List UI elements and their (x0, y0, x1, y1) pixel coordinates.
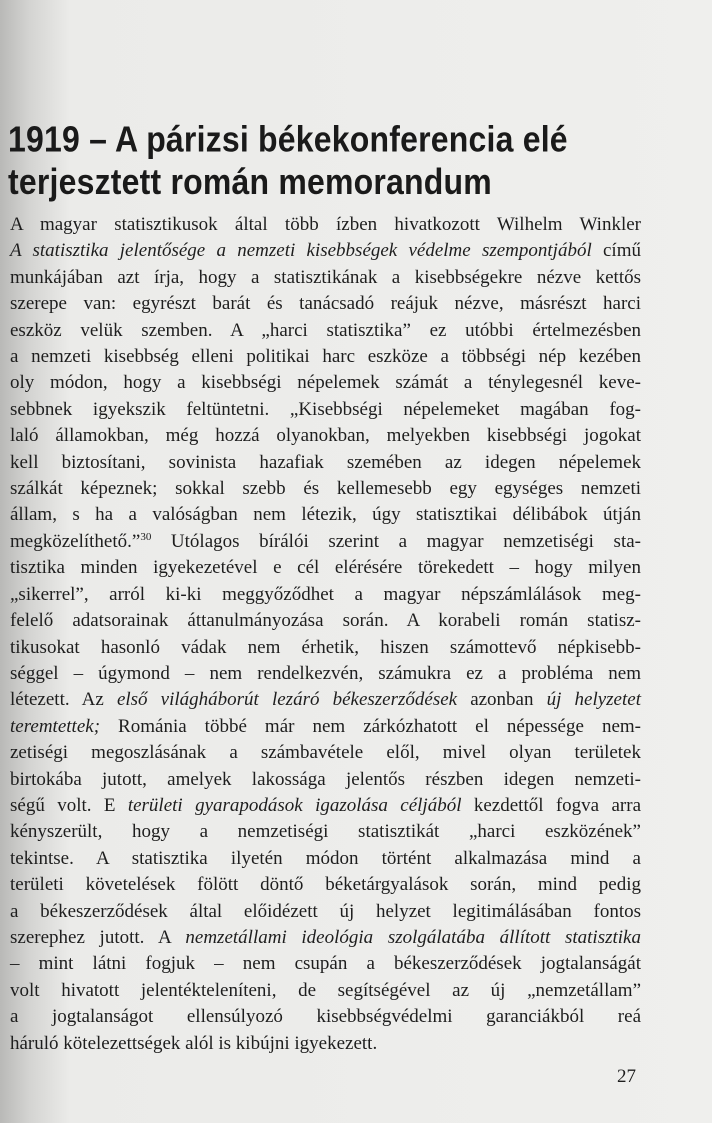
text-line (10, 238, 641, 264)
italic-emphasis: nemzetállami ideológia szolgálatába állított statisztika (185, 926, 641, 948)
footnote-reference: 30 (140, 530, 152, 543)
text-line: munkájában azt írja, hogy a statisztikának a kisebbségekre nézve kettős (10, 266, 641, 288)
text-line (10, 793, 641, 819)
text-line: tisztika minden igyekezetével e cél elérésére törekedett – hogy milyen (10, 557, 641, 579)
text-line: séggel – úgymond – nem rendelkezvén, számukra ez a probléma nem (10, 662, 641, 684)
chapter-title (8, 118, 698, 203)
text-line (10, 687, 641, 713)
text-line: „sikerrel”, arról ki-ki meggyőződhet a magyar népszámlálások meg- (10, 583, 641, 605)
text-line: tekintse. A statisztika ilyetén módon történt alkalmazása mind a (10, 847, 641, 869)
text-line (10, 714, 641, 740)
text-line (10, 925, 641, 951)
text-line: A magyar statisztikusok által több ízben hivatkozott Wilhelm Winkler (10, 214, 641, 235)
text-line: felelő adatsorainak áttanulmányozása során. A korabeli román statisz- (10, 610, 641, 632)
page-number: 27 (617, 1066, 636, 1087)
text-line: volt hivatott jelentékteleníteni, de segítségével az új „nemzetállam” (10, 979, 641, 1001)
text-line: eszköz velük szemben. A „harci statisztika” ez utóbbi értelmezésben (10, 319, 641, 341)
text-fragment: Románia többé már nem zárkózhatott el népessége nem- (100, 715, 641, 737)
text-fragment: ségű volt. E (10, 794, 128, 816)
chapter-title-line: 1919 – A párizsi békekonferencia elé (8, 119, 568, 160)
text-line: tikusokat hasonló vádak nem érhetik, hiszen számottevő népkisebb- (10, 636, 641, 658)
body-paragraph (10, 212, 641, 1057)
text-line (10, 529, 641, 555)
text-line: szerepe van: egyrészt barát és tanácsadó reájuk nézve, másrészt harci (10, 293, 641, 315)
text-line: háruló kötelezettségek alól is kibújni igyekezett. (10, 1032, 378, 1054)
text-line: kell biztosítani, sovinista hazafiak szemében az idegen népelemek (10, 451, 641, 473)
text-fragment: című (591, 240, 641, 262)
italic-emphasis: területi gyarapodások igazolása céljából (127, 794, 462, 816)
text-line: zetiségi megoszlásának a számbavétele elől, mivel olyan területek (10, 742, 641, 764)
text-line: – mint látni fogjuk – nem csupán a békeszerződések jogtalanságát (10, 953, 641, 975)
text-line: oly módon, hogy a kisebbségi népelemek számát a ténylegesnél keve- (10, 372, 641, 394)
text-line: birtokába jutott, amelyek lakossága jelentős részben idegen nemzeti- (10, 768, 641, 790)
text-line: a jogtalanságot ellensúlyozó kisebbségvédelmi garanciákból reá (10, 1006, 641, 1028)
text-line: sebbnek igyekszik feltüntetni. „Kisebbségi népelemeket magában fog- (10, 398, 641, 420)
text-fragment: kezdettől fogva arra (461, 794, 641, 816)
text-fragment: megközelíthető.” (10, 530, 141, 552)
text-line: szálkát képeznek; sokkal szebb és kellemesebb egy egységes nemzeti (10, 478, 641, 500)
text-fragment: azonban (457, 689, 547, 711)
text-fragment: létezett. Az (10, 689, 117, 711)
chapter-title-line: terjesztett román memorandum (8, 161, 492, 202)
italic-book-title: A statisztika jelentősége a nemzeti kisebbségek védelme szempontjából (10, 240, 592, 262)
text-line: állam, s ha a valóságban nem létezik, úgy statisztikai délibábok útján (10, 504, 641, 526)
text-line: területi követelések fölött döntő béketárgyalások során, mind pedig (10, 874, 641, 896)
text-line: laló államokban, még hozzá olyanokban, melyekben kisebbségi jogokat (10, 425, 641, 447)
text-fragment: szerephez jutott. A (10, 926, 186, 948)
italic-emphasis: teremtettek; (10, 715, 101, 737)
italic-emphasis: új helyzetet (546, 689, 641, 711)
text-line: kényszerült, hogy a nemzetiségi statisztikát „harci eszközének” (10, 821, 641, 843)
text-line: a nemzeti kisebbség elleni politikai harc eszköze a többségi nép kezében (10, 346, 641, 368)
text-fragment: Utólagos bírálói szerint a magyar nemzetiségi sta- (151, 530, 641, 552)
text-line: a békeszerződések által előidézett új helyzet legitimálásában fontos (10, 900, 641, 922)
italic-emphasis: első világháborút lezáró békeszerződések (116, 689, 458, 711)
